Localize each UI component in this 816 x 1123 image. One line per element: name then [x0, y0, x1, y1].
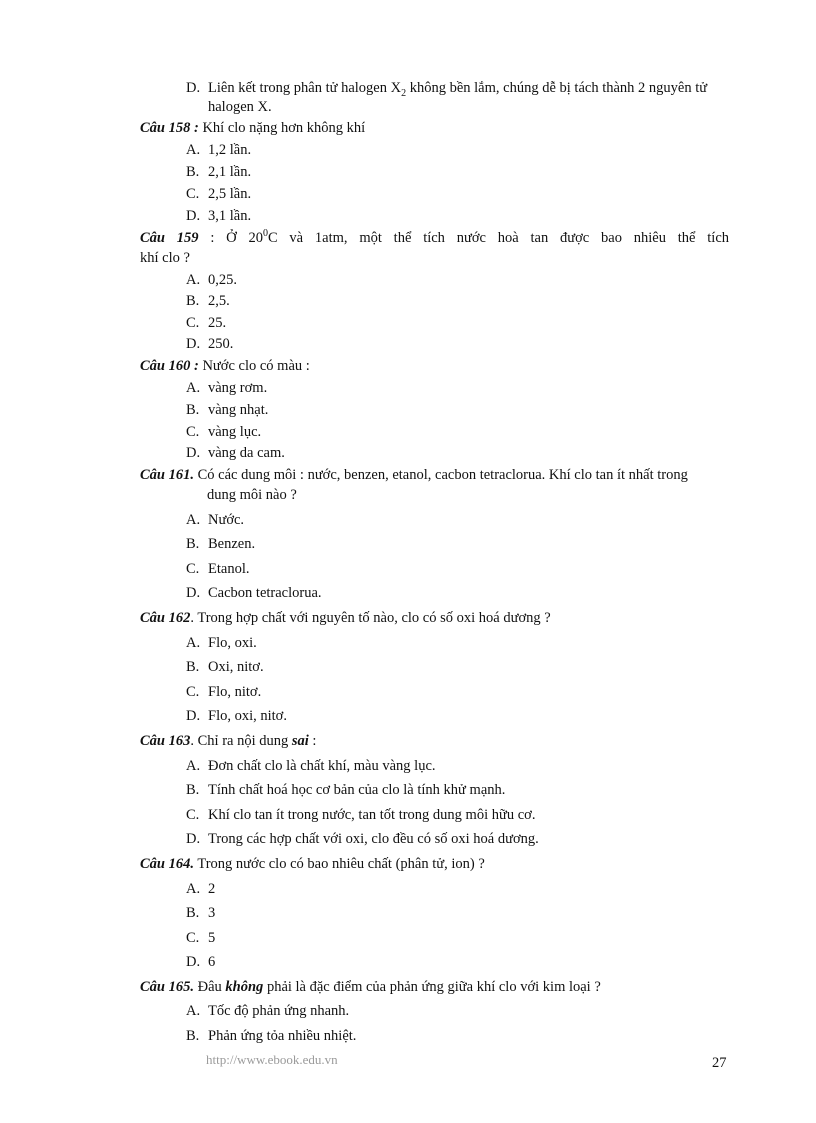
option-letter: B.	[186, 659, 200, 675]
option-text: 25.	[208, 315, 227, 331]
option-letter: A.	[186, 758, 201, 774]
q161-option-b[interactable]	[186, 536, 255, 553]
option-letter: B.	[186, 782, 200, 798]
q164-option-b[interactable]	[186, 905, 215, 922]
option-letter: C.	[186, 186, 200, 202]
question-text-part: Đâu	[194, 979, 226, 995]
question-text: Có các dung môi : nước, benzen, etanol, cacbon tetraclorua. Khí clo tan ít nhất trong	[194, 467, 688, 483]
q159-option-a[interactable]	[186, 272, 237, 289]
option-letter: C.	[186, 561, 200, 577]
option-letter: A.	[186, 635, 201, 651]
option-text: Tốc độ phản ứng nhanh.	[208, 1003, 350, 1019]
q159-option-c[interactable]	[186, 315, 226, 332]
q163-option-d[interactable]	[186, 831, 539, 848]
option-letter: D.	[186, 954, 201, 970]
option-letter: A.	[186, 881, 201, 897]
option-text: Etanol.	[208, 561, 250, 577]
option-text-part: không bền lắm, chúng dễ bị tách thành 2 nguyên tử	[406, 80, 708, 96]
option-text: 0,25.	[208, 272, 237, 288]
question-text-part: :	[308, 733, 317, 749]
question-label: Câu 160 :	[140, 358, 199, 374]
option-text: Trong các hợp chất với oxi, clo đều có số oxi hoá dương.	[208, 831, 539, 847]
option-letter: C.	[186, 315, 200, 331]
q163-option-b[interactable]	[186, 782, 505, 799]
question-164	[140, 856, 485, 873]
page-number: 27	[712, 1055, 727, 1071]
option-letter: B.	[186, 164, 200, 180]
option-text: 2,5 lần.	[208, 186, 252, 202]
option-text: vàng lục.	[208, 424, 262, 440]
q162-option-d[interactable]	[186, 708, 287, 725]
option-letter: D.	[186, 208, 201, 224]
question-159-line2: khí clo ?	[140, 250, 190, 266]
question-label: Câu 165.	[140, 979, 194, 995]
option-letter: C.	[186, 807, 200, 823]
question-163	[140, 733, 316, 750]
option-text: 2,1 lần.	[208, 164, 252, 180]
option-text: 3	[208, 905, 216, 921]
emphasis-word: sai	[291, 733, 309, 749]
question-label: Câu 158 :	[140, 120, 199, 136]
option-text: vàng da cam.	[208, 445, 285, 461]
option-letter: A.	[186, 142, 201, 158]
question-text-part: C và 1atm, một thể tích nước hoà tan được bao nhiêu thể tích	[267, 230, 730, 246]
q165-option-b[interactable]	[186, 1028, 356, 1045]
q162-option-a[interactable]	[186, 635, 257, 652]
option-text-part: Liên kết trong phân tử halogen X	[208, 80, 402, 96]
option-letter: D.	[186, 585, 201, 601]
q158-option-a[interactable]	[186, 142, 251, 159]
option-letter: B.	[186, 536, 200, 552]
q164-option-a[interactable]	[186, 881, 215, 898]
option-letter: D.	[186, 445, 201, 461]
option-letter: B.	[186, 402, 200, 418]
question-161	[140, 467, 688, 484]
q165-option-a[interactable]	[186, 1003, 349, 1020]
option-letter: C.	[186, 684, 200, 700]
question-text: Khí clo nặng hơn không khí	[198, 120, 366, 136]
question-158	[140, 120, 365, 137]
q158-option-c[interactable]	[186, 186, 251, 203]
option-letter: D.	[186, 336, 201, 352]
option-text: 250.	[208, 336, 234, 352]
question-text: . Trong hợp chất với nguyên tố nào, clo có số oxi hoá dương ?	[190, 610, 551, 626]
option-text: Flo, oxi.	[208, 635, 257, 651]
option-letter: B.	[186, 1028, 200, 1044]
q160-option-d[interactable]	[186, 445, 285, 462]
q159-option-b[interactable]	[186, 293, 230, 310]
option-text: Đơn chất clo là chất khí, màu vàng lục.	[208, 758, 436, 774]
question-162	[140, 610, 551, 627]
question-label: Câu 161.	[140, 467, 194, 483]
option-letter: A.	[186, 512, 201, 528]
question-159	[140, 230, 729, 247]
option-text: vàng rơm.	[208, 380, 268, 396]
q158-option-b[interactable]	[186, 164, 251, 181]
q162-option-c[interactable]	[186, 684, 261, 701]
question-text: Trong nước clo có bao nhiêu chất (phân tử, ion) ?	[194, 856, 485, 872]
q163-option-c[interactable]	[186, 807, 535, 824]
option-letter: B.	[186, 293, 200, 309]
option-text: Flo, oxi, nitơ.	[208, 708, 287, 724]
option-letter: C.	[186, 424, 200, 440]
q160-option-a[interactable]	[186, 380, 267, 397]
question-text: Nước clo có màu :	[198, 358, 310, 374]
superscript: 0	[262, 228, 268, 240]
option-text: Khí clo tan ít trong nước, tan tốt trong dung môi hữu cơ.	[208, 807, 536, 823]
option-text: Phản ứng tỏa nhiều nhiệt.	[208, 1028, 357, 1044]
question-label: Câu 164.	[140, 856, 194, 872]
option-letter: A.	[186, 380, 201, 396]
question-text-part: : Ở 20	[198, 230, 263, 246]
q162-option-b[interactable]	[186, 659, 264, 676]
q161-option-c[interactable]	[186, 561, 249, 578]
q157-option-d	[186, 80, 707, 97]
option-text: Benzen.	[208, 536, 256, 552]
question-text-part: . Chỉ ra nội dung	[190, 733, 292, 749]
question-165	[140, 979, 601, 996]
option-letter: B.	[186, 905, 200, 921]
question-label: Câu 159	[140, 230, 199, 246]
option-text: 3,1 lần.	[208, 208, 252, 224]
option-letter: A.	[186, 272, 201, 288]
option-text: Oxi, nitơ.	[208, 659, 264, 675]
question-label: Câu 162	[140, 610, 191, 626]
option-text: Flo, nitơ.	[208, 684, 262, 700]
q163-option-a[interactable]	[186, 758, 436, 775]
q158-option-d[interactable]	[186, 208, 251, 225]
option-text: Cacbon tetraclorua.	[208, 585, 322, 601]
option-text: Nước.	[208, 512, 245, 528]
question-160	[140, 358, 310, 375]
option-text: Tính chất hoá học cơ bản của clo là tính khử mạnh.	[208, 782, 506, 798]
q161-option-a[interactable]	[186, 512, 244, 529]
emphasis-word: không	[225, 979, 264, 995]
subscript: 2	[401, 87, 407, 99]
option-text: vàng nhạt.	[208, 402, 269, 418]
option-text: 2,5.	[208, 293, 230, 309]
question-161-line2: dung môi nào ?	[207, 487, 297, 503]
q160-option-c[interactable]	[186, 424, 261, 441]
q161-option-d[interactable]	[186, 585, 322, 602]
question-label: Câu 163	[140, 733, 191, 749]
q164-option-c[interactable]	[186, 930, 215, 947]
option-text: 2	[208, 881, 216, 897]
q159-option-d[interactable]	[186, 336, 233, 353]
question-text-part: phải là đặc điểm của phản ứng giữa khí clo với kim loại ?	[263, 979, 601, 995]
option-letter: D.	[186, 708, 201, 724]
q164-option-d[interactable]	[186, 954, 215, 971]
option-letter: D.	[186, 80, 201, 96]
option-letter: C.	[186, 930, 200, 946]
option-text: 1,2 lần.	[208, 142, 252, 158]
q157-option-d-line2: halogen X.	[208, 99, 272, 115]
option-text: 6	[208, 954, 216, 970]
option-text: 5	[208, 930, 216, 946]
q160-option-b[interactable]	[186, 402, 268, 419]
option-letter: D.	[186, 831, 201, 847]
option-letter: A.	[186, 1003, 201, 1019]
footer-url[interactable]: http://www.ebook.edu.vn	[206, 1052, 338, 1067]
